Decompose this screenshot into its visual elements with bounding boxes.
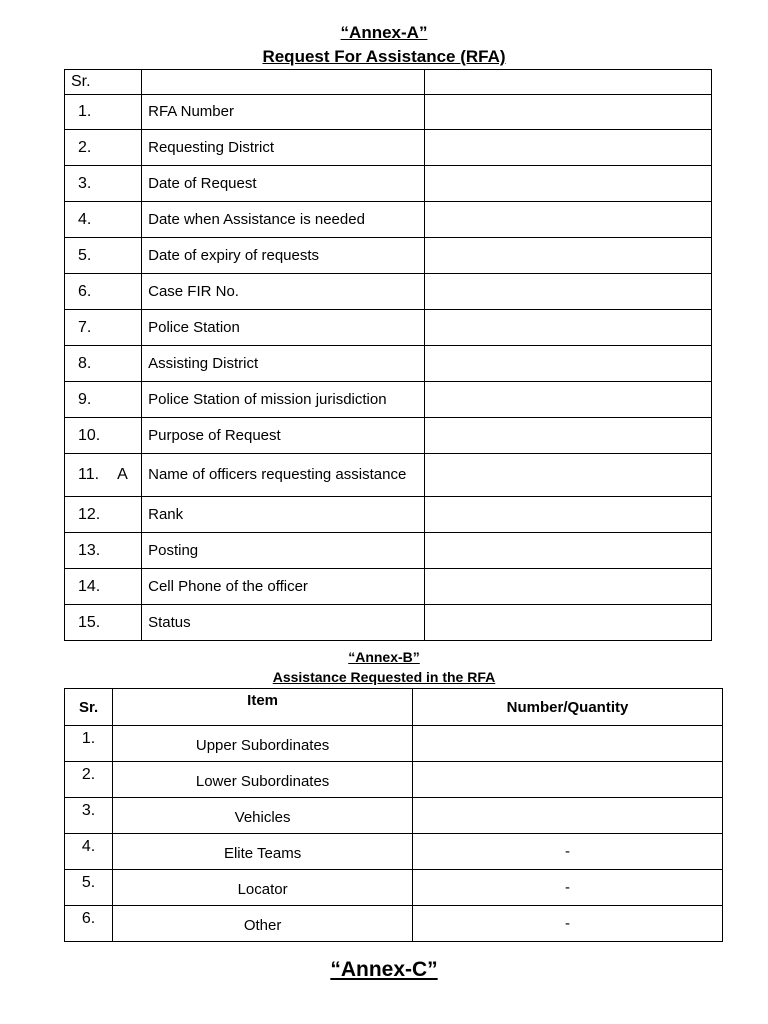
sr-number: 3. (65, 798, 113, 834)
sr-value: 15. (78, 613, 101, 631)
field-label: Assisting District (142, 346, 424, 382)
field-value-cell (424, 202, 711, 238)
field-value-cell (424, 382, 711, 418)
sr-number (65, 497, 142, 533)
sr-number (65, 166, 142, 202)
rfa-row (65, 274, 712, 310)
item-header: Item (113, 689, 413, 726)
item-label: Vehicles (113, 798, 413, 834)
rfa-header-blank (142, 70, 424, 95)
sr-value: 7. (78, 318, 92, 336)
item-label: Locator (113, 870, 413, 906)
quantity-value (413, 762, 723, 798)
sr-number (65, 95, 142, 130)
sr-number (65, 454, 142, 497)
quantity-value (413, 798, 723, 834)
field-value-cell (424, 569, 711, 605)
rfa-row (65, 95, 712, 130)
field-label: Name of officers requesting assistance (142, 454, 424, 497)
rfa-table (64, 69, 712, 641)
field-label: Case FIR No. (142, 274, 424, 310)
sr-number: 5. (65, 870, 113, 906)
sr-value: 10. (78, 426, 101, 444)
annex-c-heading: “Annex-C” (330, 958, 438, 981)
sr-number (65, 202, 142, 238)
sr-number: 6. (65, 906, 113, 942)
item-label: Upper Subordinates (113, 726, 413, 762)
rfa-row (65, 454, 712, 497)
rfa-row (65, 202, 712, 238)
sr-value: 11. (78, 466, 100, 483)
item-label: Other (113, 906, 413, 942)
quantity-value: - (413, 834, 723, 870)
sr-number: 2. (65, 762, 113, 798)
field-label: Requesting District (142, 130, 424, 166)
field-value-cell (424, 310, 711, 346)
sr-value: 8. (78, 354, 92, 372)
rfa-row (65, 130, 712, 166)
sr-number (65, 130, 142, 166)
field-label: Cell Phone of the officer (142, 569, 424, 605)
field-value-cell (424, 274, 711, 310)
field-label: Purpose of Request (142, 418, 424, 454)
sr-mark: A (117, 466, 128, 483)
quantity-value (413, 726, 723, 762)
field-label: Status (142, 605, 424, 641)
sr-value: 6. (78, 282, 92, 300)
field-value-cell (424, 454, 711, 497)
sr-value: 9. (78, 390, 92, 408)
sr-value: 5. (78, 246, 92, 264)
rfa-header-blank (424, 70, 711, 95)
field-label: Date when Assistance is needed (142, 202, 424, 238)
sr-value: 4. (78, 210, 92, 228)
sr-number (65, 605, 142, 641)
rfa-row (65, 569, 712, 605)
rfa-row (65, 418, 712, 454)
assistance-row (65, 906, 723, 942)
sr-header: Sr. (65, 70, 142, 95)
rfa-row (65, 166, 712, 202)
assistance-row (65, 870, 723, 906)
rfa-row (65, 346, 712, 382)
field-value-cell (424, 166, 711, 202)
quantity-header: Number/Quantity (413, 689, 723, 726)
field-value-cell (424, 418, 711, 454)
sr-value: 14. (78, 577, 101, 595)
item-label: Lower Subordinates (113, 762, 413, 798)
assistance-row (65, 726, 723, 762)
assistance-table-header-row (65, 689, 723, 726)
field-value-cell (424, 605, 711, 641)
annex-a-subheading: Request For Assistance (RFA) (262, 47, 506, 66)
field-value-cell (424, 533, 711, 569)
rfa-row (65, 238, 712, 274)
rfa-row (65, 533, 712, 569)
sr-number (65, 569, 142, 605)
sr-number (65, 346, 142, 382)
annex-b-heading: “Annex-B” (348, 649, 420, 665)
field-value-cell (424, 497, 711, 533)
sr-number (65, 238, 142, 274)
sr-number (65, 310, 142, 346)
field-value-cell (424, 130, 711, 166)
field-label: Date of Request (142, 166, 424, 202)
sr-value: 13. (78, 541, 101, 559)
field-value-cell (424, 346, 711, 382)
rfa-row (65, 310, 712, 346)
item-label: Elite Teams (113, 834, 413, 870)
assistance-row (65, 762, 723, 798)
quantity-value: - (413, 870, 723, 906)
sr-number (65, 418, 142, 454)
field-label: Police Station (142, 310, 424, 346)
field-label: Posting (142, 533, 424, 569)
field-value-cell (424, 95, 711, 130)
rfa-row (65, 382, 712, 418)
field-label: Rank (142, 497, 424, 533)
sr-number: 1. (65, 726, 113, 762)
sr-number (65, 382, 142, 418)
assistance-table (64, 688, 723, 942)
rfa-table-header-row (65, 70, 712, 95)
assistance-row (65, 798, 723, 834)
field-value-cell (424, 238, 711, 274)
assistance-row (65, 834, 723, 870)
rfa-row (65, 605, 712, 641)
field-label: RFA Number (142, 95, 424, 130)
field-label: Police Station of mission jurisdiction (142, 382, 424, 418)
sr-header: Sr. (65, 689, 113, 726)
sr-number (65, 533, 142, 569)
quantity-value: - (413, 906, 723, 942)
field-label: Date of expiry of requests (142, 238, 424, 274)
annex-a-heading: “Annex-A” (340, 23, 428, 42)
sr-value: 2. (78, 138, 92, 156)
sr-value: 3. (78, 174, 92, 192)
sr-number (65, 274, 142, 310)
sr-value: 12. (78, 505, 101, 523)
sr-number: 4. (65, 834, 113, 870)
sr-value: 1. (78, 103, 92, 120)
annex-b-subheading: Assistance Requested in the RFA (272, 669, 496, 685)
rfa-row (65, 497, 712, 533)
